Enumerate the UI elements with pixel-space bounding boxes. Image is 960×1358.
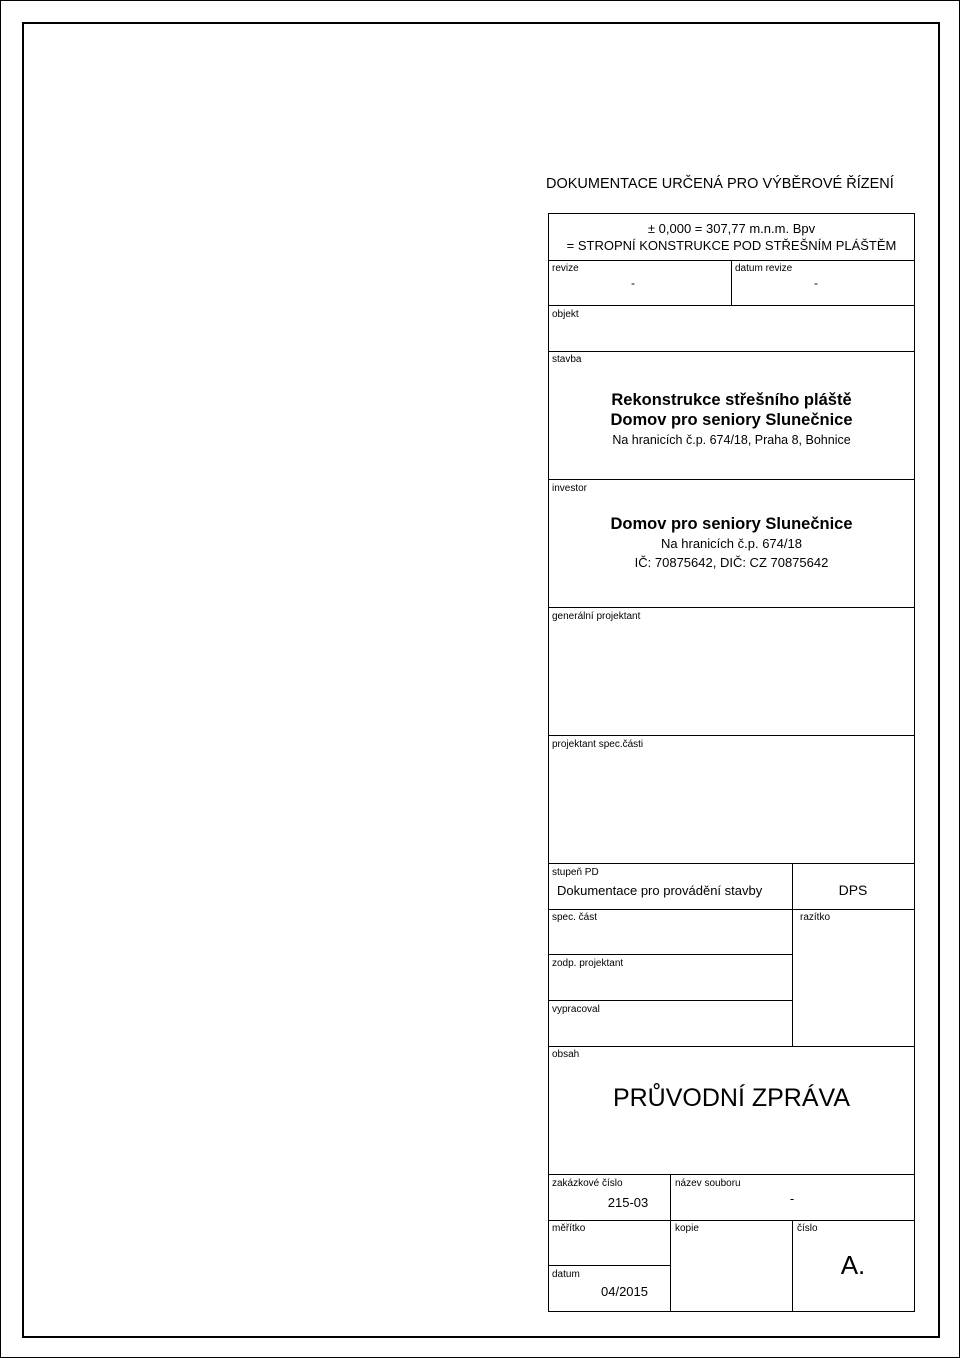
title-block-bottom-border <box>548 1311 915 1312</box>
divider <box>548 909 915 910</box>
construction-label: stavba <box>552 354 582 365</box>
divider <box>548 1174 915 1175</box>
order-number-label: zakázkové číslo <box>552 1178 623 1189</box>
divider <box>548 479 915 480</box>
title-block <box>548 213 915 1312</box>
divider <box>548 607 915 608</box>
divider <box>548 735 915 736</box>
stage-value: Dokumentace pro provádění stavby <box>557 883 763 898</box>
investor-label: investor <box>552 483 588 494</box>
scale-label: měřítko <box>552 1223 586 1234</box>
investor-name: Domov pro seniory Slunečnice <box>610 515 853 533</box>
investor-address: Na hranicích č.p. 674/18 <box>661 536 802 551</box>
object-label: objekt <box>552 309 579 320</box>
content-value: PRŮVODNÍ ZPRÁVA <box>612 1084 851 1112</box>
responsible-designer-label: zodp. projektant <box>552 958 624 969</box>
divider <box>548 1220 915 1221</box>
date-value: 04/2015 <box>601 1284 648 1299</box>
revision-date-label: datum revize <box>735 263 793 274</box>
construction-title: Rekonstrukce střešního pláště <box>611 391 852 409</box>
divider <box>548 1000 792 1001</box>
elevation-line-2: = STROPNÍ KONSTRUKCE POD STŘEŠNÍM PLÁŠTĚM <box>566 238 897 253</box>
divider <box>548 863 915 864</box>
date-label: datum <box>552 1269 580 1280</box>
construction-address: Na hranicích č.p. 674/18, Praha 8, Bohnice <box>612 433 851 447</box>
revision-date-value: - <box>814 276 818 290</box>
file-name-label: název souboru <box>675 1178 741 1189</box>
divider <box>548 351 915 352</box>
special-designer-label: projektant spec.části <box>552 739 644 750</box>
investor-ids: IČ: 70875642, DIČ: CZ 70875642 <box>634 555 829 570</box>
revision-label: revize <box>552 263 579 274</box>
title-block-top-border <box>548 213 915 214</box>
order-number-value: 215-03 <box>607 1195 649 1210</box>
number-label: číslo <box>797 1223 818 1234</box>
number-value: A. <box>840 1250 866 1280</box>
copy-label: kopie <box>675 1223 699 1234</box>
construction-subtitle: Domov pro seniory Slunečnice <box>610 411 853 429</box>
spec-part-label: spec. část <box>552 912 598 923</box>
document-header: DOKUMENTACE URČENÁ PRO VÝBĚROVÉ ŘÍZENÍ <box>546 176 894 192</box>
divider <box>548 1046 915 1047</box>
stamp-label: razítko <box>800 912 831 923</box>
elevation-line-1: ± 0,000 = 307,77 m.n.m. Bpv <box>647 221 816 236</box>
content-label: obsah <box>552 1049 580 1060</box>
divider <box>548 1265 670 1266</box>
title-block-right-border <box>914 213 915 1312</box>
file-name-value: - <box>789 1191 795 1206</box>
revision-value: - <box>631 276 635 290</box>
stage-label: stupeň PD <box>552 867 599 878</box>
divider <box>548 954 792 955</box>
stage-code: DPS <box>838 882 868 898</box>
title-block-left-border <box>548 213 549 1312</box>
general-designer-label: generální projektant <box>552 611 641 622</box>
drawn-by-label: vypracoval <box>552 1004 600 1015</box>
